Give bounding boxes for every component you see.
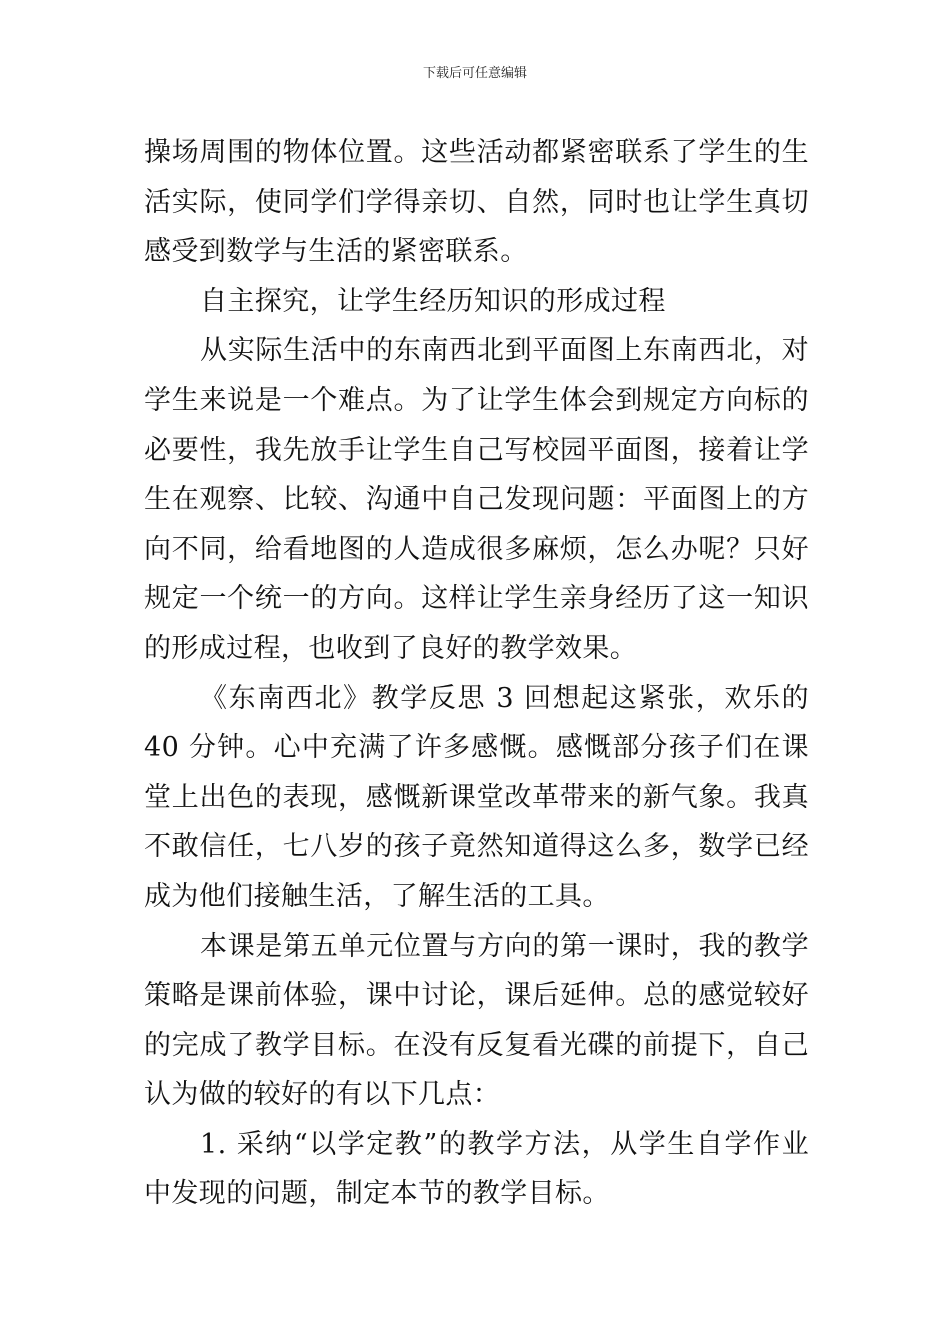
paragraph-lesson-strategy: 本课是第五单元位置与方向的第一课时，我的教学策略是课前体验，课中讨论，课后延伸。总的感觉较好的完成了教学目标。在没有反复看光碟的前提下，自己认为做的较好的有以下几点： — [144, 930, 809, 1111]
page-header: 下载后可任意编辑 — [422, 66, 527, 81]
paragraph-exploration: 从实际生活中的东南西北到平面图上东南西北，对学生来说是一个难点。为了让学生体会到规定方向标的必要性，我先放手让学生自己写校园平面图，接着让学生在观察、比较、沟通中自己发现问题：平面图上的方向不同，给看地图的人造成很多麻烦，怎么办呢？只好规定一个统一的方向。这样让学生亲身经历了这一知识的形成过程，也收到了良好的教学效果。 — [144, 335, 809, 664]
section-heading: 自主探究，让学生经历知识的形成过程 — [200, 285, 666, 317]
paragraph-reflection-3: 《东南西北》教学反思 3 回想起这紧张，欢乐的 40 分钟。心中充满了许多感慨。感慨部分孩子们在课堂上出色的表现，感慨新课堂改革带来的新气象。我真不敢信任，七八岁的孩子竟然知道得这么多，数学已经成为他们接触生活，了解生活的工具。 — [144, 682, 809, 912]
paragraph-continuation: 操场周围的物体位置。这些活动都紧密联系了学生的生活实际，使同学们学得亲切、自然，同时也让学生真切感受到数学与生活的紧密联系。 — [144, 137, 809, 268]
document-body — [144, 128, 809, 1219]
list-item-1: 1. 采纳“以学定教”的教学方法，从学生自学作业中发现的问题，制定本节的教学目标。 — [144, 1128, 809, 1210]
